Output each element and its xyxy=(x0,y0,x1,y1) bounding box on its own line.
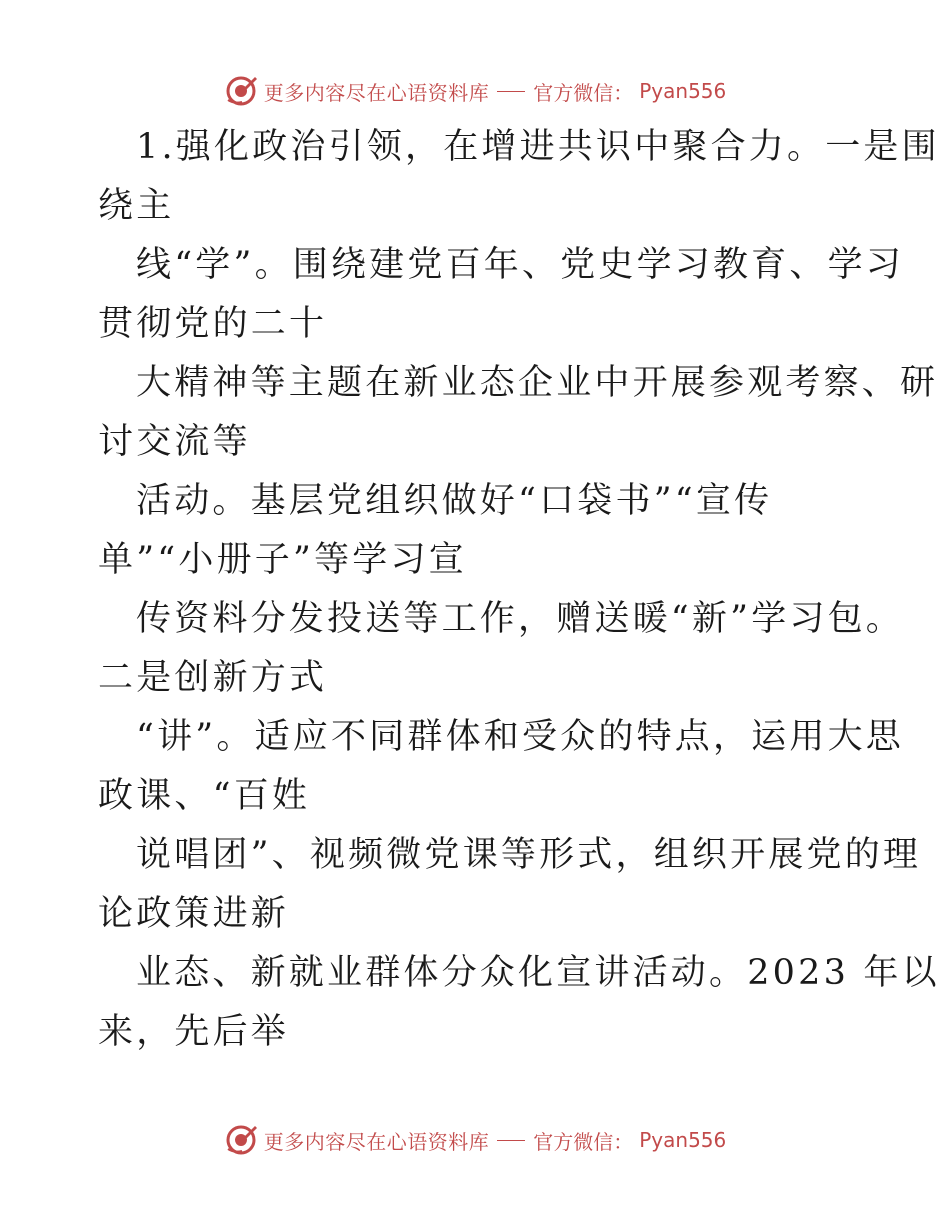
text-line: 来，先后举 xyxy=(98,1012,290,1052)
text-line: 活动。基层党组织做好“口袋书”“宣传 xyxy=(136,481,773,521)
header-watermark xyxy=(0,71,950,111)
text-line: 二是创新方式 xyxy=(98,658,328,698)
text-line: 1.强化政治引领，在增进共识中聚合力。一是围 xyxy=(136,127,940,167)
text-line: 论政策进新 xyxy=(98,894,290,934)
watermark-label: 官方微信： xyxy=(533,1129,634,1154)
text-line: 线“学”。围绕建党百年、党史学习教育、学习 xyxy=(136,245,904,285)
watermark-id: Pyan556 xyxy=(639,1128,727,1152)
watermark-label: 官方微信： xyxy=(533,80,634,105)
text-line: 大精神等主题在新业态企业中开展参观考察、研 xyxy=(136,363,939,403)
watermark-text: 更多内容尽在心语资料库 xyxy=(263,80,490,105)
document-body xyxy=(98,118,940,1062)
text-line: 政课、“百姓 xyxy=(98,776,311,816)
text-line: 贯彻党的二十 xyxy=(98,304,328,344)
watermark-text: 更多内容尽在心语资料库 xyxy=(263,1129,490,1154)
footer-watermark xyxy=(0,1120,950,1160)
text-line: 传资料分发投送等工作，赠送暖“新”学习包。 xyxy=(136,599,904,639)
text-line: 讨交流等 xyxy=(98,422,251,462)
pen-logo-icon xyxy=(224,1123,258,1157)
watermark-id: Pyan556 xyxy=(639,79,727,103)
text-line: 单”“小册子”等学习宣 xyxy=(98,540,467,580)
watermark-separator xyxy=(497,91,525,92)
watermark-separator xyxy=(497,1140,525,1141)
text-line: 业态、新就业群体分众化宣讲活动。2023 年以 xyxy=(136,953,940,993)
pen-logo-icon xyxy=(224,74,258,108)
text-line: “讲”。适应不同群体和受众的特点，运用大思 xyxy=(136,717,904,757)
text-line: 说唱团”、视频微党课等形式，组织开展党的理 xyxy=(136,835,922,875)
text-line: 绕主 xyxy=(98,186,175,226)
